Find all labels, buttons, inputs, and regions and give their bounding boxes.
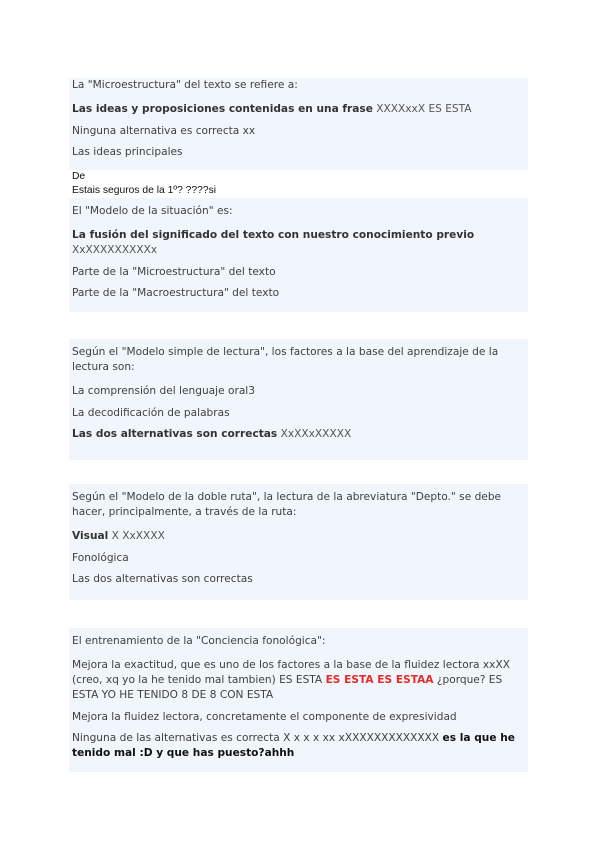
option-3-comment: es la que he tenido mal :D y que has puesto?ahhh [72,732,515,759]
option-2: Mejora la fluidez lectora, concretamente el componente de expresividad [72,710,457,723]
option-1-text: Mejora la exactitud, que es uno de los factores a la base de la fluidez lectora xxXX (creo, xq yo la he tenido mal tambien) ES ESTA [72,659,510,686]
option-1-note: X XxXXXX [108,530,165,542]
comment-line-2: Estais seguros de la 1º? ????si [72,185,217,196]
option-1-tail: ¿porque? ES ESTA YO HE TENIDO 8 DE 8 CON ESTA [72,674,503,701]
option-3 [72,427,525,442]
option-3: Las ideas principales [72,146,183,158]
option-1-note: XXXXxxX ES ESTA [372,103,472,115]
question-block-3 [69,339,528,460]
question-block-5 [69,628,528,772]
question-text: La "Microestructura" del texto se refiere a: [72,79,298,91]
option-1 [72,102,525,117]
option-1 [72,228,525,243]
option-1-bold: La fusión del significado del texto con nuestro conocimiento previo [72,229,475,241]
option-3-text: Ninguna de las alternativas es correcta X x x x xx xXXXXXXXXXXXXX [72,732,443,744]
question-text: El "Modelo de la situación" es: [72,205,233,217]
option-3 [72,731,525,761]
option-3: Parte de la "Macroestructura" del texto [72,287,280,299]
option-2: La decodificación de palabras [72,406,230,419]
option-1 [72,529,525,544]
question-block-4 [69,484,528,600]
question-block-2 [69,198,528,312]
comment-line-1: De [72,171,86,182]
option-2: Fonológica [72,551,129,564]
option-1 [72,658,525,703]
question-text: El entrenamiento de la "Conciencia fonológica": [72,635,326,647]
option-1-bold: Visual [72,530,109,542]
option-3: Las dos alternativas son correctas [72,573,253,585]
option-1-bold: Las ideas y proposiciones contenidas en una frase [72,103,373,115]
option-3-bold: Las dos alternativas son correctas [72,428,278,440]
question-text: Según el "Modelo de la doble ruta", la lectura de la abreviatura "Depto." se debe hacer, principalmente, a través de la ruta: [72,491,502,518]
option-1: La comprensión del lenguaje oral3 [72,385,255,397]
option-2: Parte de la "Microestructura" del texto [72,265,276,278]
option-3-note: XxXXxXXXXX [277,428,352,440]
option-1-note: XxXXXXXXXXXx [72,244,158,256]
question-text: Según el "Modelo simple de lectura", los factores a la base del aprendizaje de la lectura son: [72,346,499,373]
option-2: Ninguna alternativa es correcta xx [72,124,256,137]
question-block-1 [69,78,528,170]
option-1-red-note: ES ESTA ES ESTAA [325,674,434,686]
